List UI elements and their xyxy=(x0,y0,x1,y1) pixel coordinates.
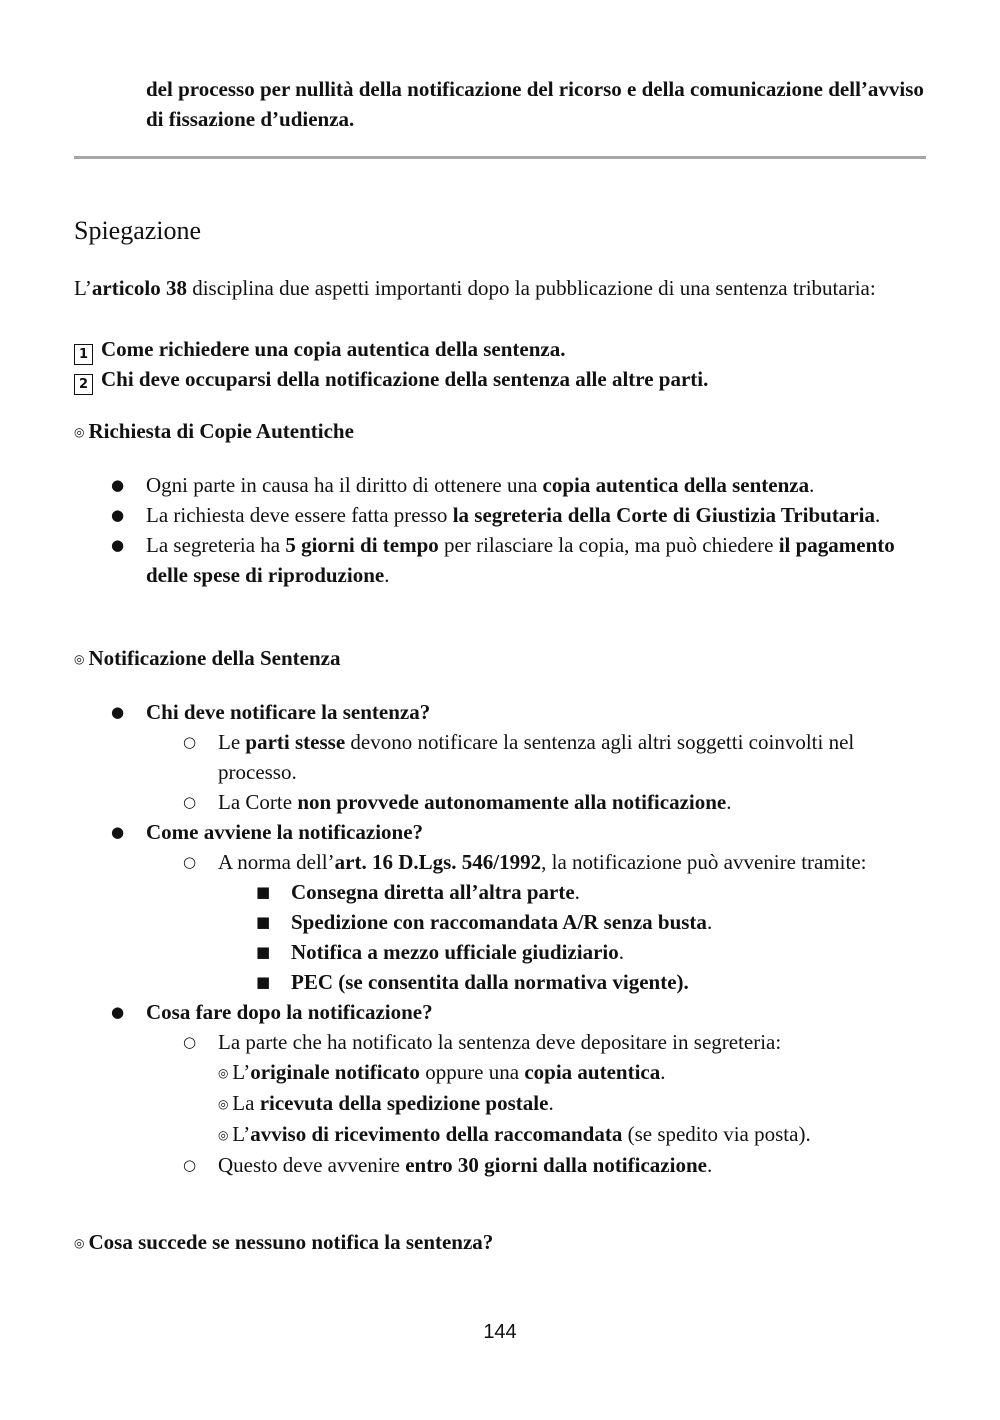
text: devono notificare la sentenza agli altri soggetti coinvolti nel processo. xyxy=(218,730,855,784)
bullet-dot-icon: ● xyxy=(111,476,125,494)
bullet-circle-icon: ○ xyxy=(183,733,197,751)
bullseye-icon: ◎ xyxy=(218,1128,233,1142)
bullet-square-icon: ■ xyxy=(256,973,271,991)
article-reference: articolo 38 xyxy=(91,276,187,300)
list-item xyxy=(0,727,918,787)
text: Le xyxy=(218,730,246,754)
list-item xyxy=(0,907,931,937)
text: . xyxy=(706,910,713,934)
bold-text: originale notificato xyxy=(250,1060,420,1084)
text: . xyxy=(384,563,390,587)
list-item xyxy=(0,997,926,1027)
bullet-circle-icon: ○ xyxy=(183,1156,197,1174)
list-item xyxy=(0,1150,918,1180)
bullet-square-icon: ■ xyxy=(256,913,271,931)
list-item xyxy=(0,1119,918,1150)
list-item xyxy=(0,697,926,727)
notification-bullet-list xyxy=(0,697,1000,1180)
bold-text: PEC (se consentita dalla normativa vigente). xyxy=(291,970,689,994)
explanation-paragraph xyxy=(74,273,934,303)
section-heading: Spiegazione xyxy=(74,216,202,245)
text: , la notificazione può avvenire tramite: xyxy=(541,850,867,874)
text: . xyxy=(548,1091,554,1115)
bold-text: copia autentica della sentenza xyxy=(542,473,810,497)
subsection-title-notification xyxy=(74,643,954,674)
horizontal-divider xyxy=(74,156,926,159)
bullet-dot-icon: ● xyxy=(111,823,125,841)
paragraph-suffix: disciplina due aspetti importanti dopo la pubblicazione di una sentenza tributaria: xyxy=(186,276,876,300)
bullseye-icon: ◎ xyxy=(74,425,85,439)
subsection-title-text: Richiesta di Copie Autentiche xyxy=(88,419,354,443)
text: oppure una xyxy=(419,1060,525,1084)
subsection-title-no-notification xyxy=(74,1227,954,1258)
bold-text: avviso di ricevimento della raccomandata xyxy=(250,1122,623,1146)
list-item xyxy=(0,817,926,847)
step-item xyxy=(74,334,954,364)
number-two-icon: 2 xyxy=(74,374,93,395)
bullseye-icon: ◎ xyxy=(74,1236,85,1250)
text: La parte che ha notificato la sentenza deve depositare in segreteria: xyxy=(218,1030,782,1054)
text: . xyxy=(726,790,732,814)
text: La segreteria ha xyxy=(146,533,286,557)
text: La xyxy=(232,1091,260,1115)
list-item xyxy=(0,787,918,817)
bold-text: copia autentica xyxy=(524,1060,661,1084)
numbered-steps xyxy=(74,334,954,394)
bullet-square-icon: ■ xyxy=(256,943,271,961)
text: . xyxy=(809,473,815,497)
copies-bullet-list xyxy=(0,470,1000,590)
bold-text: 5 giorni di tempo xyxy=(285,533,439,557)
bullet-circle-icon: ○ xyxy=(183,793,197,811)
list-item xyxy=(0,937,931,967)
bold-text: il pagamento delle spese di riproduzione xyxy=(146,533,895,587)
list-item xyxy=(0,877,931,907)
text: La Corte xyxy=(218,790,298,814)
step-text: Chi deve occuparsi della notificazione della sentenza alle altre parti. xyxy=(101,367,709,391)
bold-text: Spedizione con raccomandata A/R senza busta xyxy=(291,910,707,934)
step-text: Come richiedere una copia autentica della sentenza. xyxy=(101,337,566,361)
text: A norma dell’ xyxy=(218,850,335,874)
text: . xyxy=(574,880,580,904)
bullet-dot-icon: ● xyxy=(111,1003,125,1021)
number-one-icon: 1 xyxy=(74,344,93,365)
subsection-title-text: Cosa succede se nessuno notifica la sentenza? xyxy=(88,1230,494,1254)
bold-text: Come avviene la notificazione? xyxy=(146,820,424,844)
bullet-circle-icon: ○ xyxy=(183,853,197,871)
text: . xyxy=(874,503,881,527)
bullet-square-icon: ■ xyxy=(256,883,271,901)
text: . xyxy=(660,1060,666,1084)
bold-text: ricevuta della spedizione postale xyxy=(259,1091,549,1115)
bold-text: entro 30 giorni dalla notificazione xyxy=(405,1153,707,1177)
text: Questo deve avvenire xyxy=(218,1153,406,1177)
bullet-dot-icon: ● xyxy=(111,703,125,721)
bullet-dot-icon: ● xyxy=(111,536,125,554)
bullet-circle-icon: ○ xyxy=(183,1033,197,1051)
text: L’ xyxy=(232,1060,251,1084)
paragraph-prefix: L’ xyxy=(74,276,92,300)
text: L’ xyxy=(232,1122,251,1146)
list-item xyxy=(0,967,931,997)
bold-text: parti stesse xyxy=(245,730,346,754)
list-item xyxy=(0,847,918,877)
bold-text: Consegna diretta all’altra parte xyxy=(291,880,575,904)
list-item xyxy=(0,470,926,500)
text: . xyxy=(706,1153,713,1177)
subsection-title-text: Notificazione della Sentenza xyxy=(88,646,341,670)
step-item xyxy=(74,364,954,394)
bold-text: Notifica a mezzo ufficiale giudiziario xyxy=(291,940,619,964)
bold-text: Chi deve notificare la sentenza? xyxy=(146,700,431,724)
list-item xyxy=(0,500,926,530)
list-item xyxy=(0,1027,918,1057)
list-item xyxy=(0,530,926,590)
list-item xyxy=(0,1088,918,1119)
subsection-title-copies xyxy=(74,416,954,447)
intro-paragraph: del processo per nullità della notificazione del ricorso e della comunicazione dell’avviso di fissazione d’udienza. xyxy=(146,77,924,131)
bullseye-icon: ◎ xyxy=(74,652,85,666)
page-number: 144 xyxy=(483,1321,517,1343)
text: per rilasciare la copia, ma può chiedere xyxy=(438,533,779,557)
bold-text: la segreteria della Corte di Giustizia Tributaria xyxy=(452,503,875,527)
text: (se spedito via posta). xyxy=(622,1122,811,1146)
bold-text: non provvede autonomamente alla notificazione xyxy=(297,790,727,814)
bullseye-icon: ◎ xyxy=(218,1066,233,1080)
text: La richiesta deve essere fatta presso xyxy=(146,503,453,527)
bold-text: art. 16 D.Lgs. 546/1992 xyxy=(334,850,542,874)
bold-text: Cosa fare dopo la notificazione? xyxy=(146,1000,433,1024)
list-item xyxy=(0,1057,918,1088)
bullseye-icon: ◎ xyxy=(218,1097,233,1111)
text: Ogni parte in causa ha il diritto di ottenere una xyxy=(146,473,543,497)
text: . xyxy=(618,940,624,964)
bullet-dot-icon: ● xyxy=(111,506,125,524)
